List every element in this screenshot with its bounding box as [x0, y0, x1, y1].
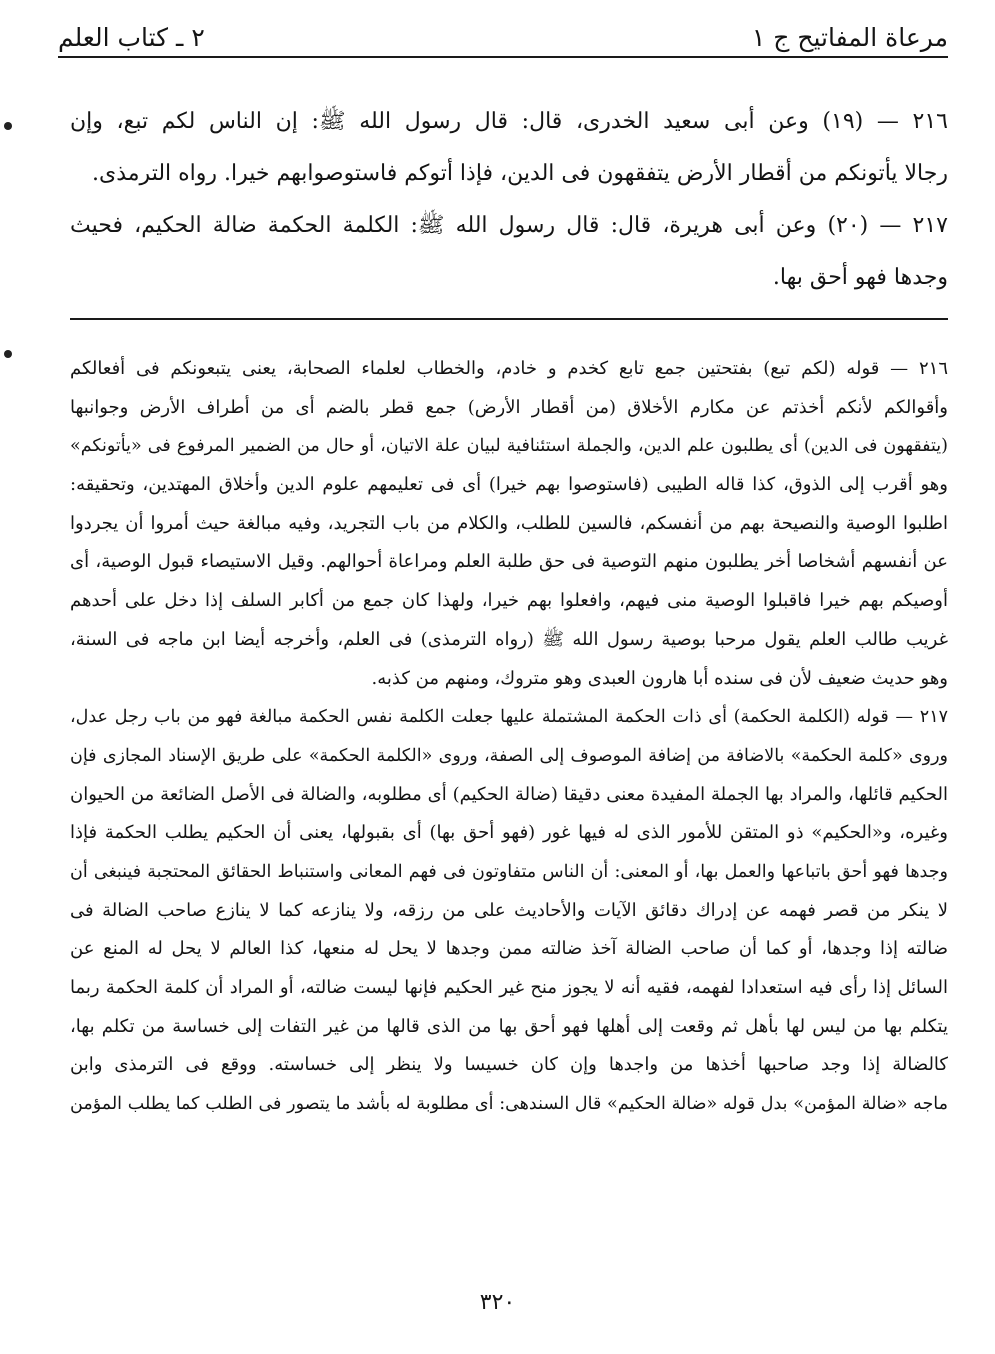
commentary-line: وأقوالكم لأنكم أخذتم عن مكارم الأخلاق (من أقطار الأرض) جمع قطر بالضم أى من أطراف الأرض وجوانبها — [70, 396, 948, 418]
section-divider — [70, 318, 948, 320]
commentary-line: الحكيم قائلها، والمراد بها الجملة المفيدة معنى دقيقا (ضالة الحكيم) أى مطلوبه، والضالة فى الأصل الضائعة من الحيوان — [70, 783, 948, 805]
commentary-line: ضالته إذا وجدها، أو كما أن صاحب الضالة آخذ ضالته ممن وجدها لا يحل له منعها، كذا العالم لا يحل له المنع عن — [70, 938, 948, 960]
margin-mark — [4, 122, 12, 130]
commentary-line: اطلبوا الوصية والنصيحة بهم من أنفسكم، فالسين للطلب، والكلام من باب التجريد، وفيه مبالغة حيث أمروا أن يجردوا — [70, 512, 948, 534]
commentary-line: ٢١٦ — قوله (لكم تبع) بفتحتين جمع تابع كخدم و خادم، والخطاب لعلماء الصحابة، يعنى يتبعونكم فى أفعالكم — [70, 358, 948, 379]
commentary-line: وهو أقرب إلى الذوق، كذا قاله الطيبى (فاستوصوا بهم خيرا) أى فى تعليمهم علوم الدين وأخلاق المهتدين، وتحقيقه: — [70, 474, 948, 496]
commentary-line: وهو حديث ضعيف لأن فى سنده أبا هارون العبدى وهو متروك، ومنهم من كذبه. — [371, 667, 948, 689]
commentary-line: (يتفقهون فى الدين) أى يطلبون علم الدين، والجملة استئنافية لبيان علة الاتيان، أو حال من الضمير المرفوع فى «يأتونكم» — [70, 436, 948, 457]
running-header — [58, 14, 948, 58]
hadith-text-block — [70, 96, 948, 304]
commentary-line: لا ينكر من قصر فهمه عن إدراك دقائق الآيات والأحاديث على من رزقه، ولا ينازعه كما لا ينازع صاحب الضالة فى — [70, 899, 948, 921]
margin-mark — [4, 350, 12, 358]
commentary-line: السائل إذا رأى فيه استعدادا لفهمه، فقيه أنه لا يجوز منح غير الحكيم فإنها ليست ضالته، أو المراد أن كلمة الحكمة ربما — [70, 977, 948, 998]
hadith-line: ٢١٧ — (٢٠) وعن أبى هريرة، قال: قال رسول الله ﷺ: الكلمة الحكمة ضالة الحكيم، فحيث — [70, 213, 948, 238]
commentary-line: ٢١٧ — قوله (الكلمة الحكمة) أى ذات الحكمة المشتملة عليها جعلت الكلمة نفس الحكمة مبالغة فهو من باب رجل عدل، — [70, 707, 948, 728]
commentary-line: يتكلم بها من ليس لها بأهل ثم وقعت إلى أهلها فهو أحق بها من الذى قالها من غير التفات إلى خساسة من تكلم بها، — [70, 1015, 948, 1037]
chapter-title: ٢ ـ كتاب العلم — [58, 23, 205, 52]
hadith-line: ٢١٦ — (١٩) وعن أبى سعيد الخدرى، قال: قال رسول الله ﷺ: إن الناس لكم تبع، وإن — [70, 109, 948, 134]
commentary-216 — [70, 350, 948, 698]
hadith-line: رجالا يأتونكم من أقطار الأرض يتفقهون فى الدين، فإذا أتوكم فاستوصوابهم خيرا. رواه الترمذى. — [92, 161, 948, 186]
commentary-line: وروى «كلمة الحكمة» بالاضافة من إضافة الموصوف إلى الصفة، وروى «الكلمة الحكمة» على طريق الإسناد المجازى فإن — [70, 745, 948, 766]
commentary-line: وجدها فهو أحق باتباعها والعمل بها، أو المعنى: أن الناس متفاوتون فى فهم المعانى واستنباط الحقائق المحتجبة فينبغى أن — [70, 861, 948, 882]
commentary-line: أوصيكم بهم خيرا فاقبلوا الوصية منى فيهم، وافعلوا بهم خيرا، ولهذا كان جمع من أكابر السلف إذا دخل على أحدهم — [70, 590, 948, 612]
commentary-217 — [70, 698, 948, 1124]
commentary-block — [70, 350, 948, 1124]
commentary-line: عن أنفسهم أشخاصا أخر يطلبون منهم التوصية فى حق طلبة العلم ومراعاة أحوالهم. وقيل الاستيصاء قبول الوصية، أى — [70, 551, 948, 573]
commentary-line: وغيره، و«الحكيم» ذو المتقن للأمور الذى له فيها غور (فهو أحق بها) أى بقبولها، يعنى أن الحكيم يطلب الحكمة فإذا — [70, 822, 948, 844]
commentary-line: غريب طالب العلم يقول مرحبا بوصية رسول الله ﷺ (رواه الترمذى) فى العلم، وأخرجه أيضا ابن ماجه فى السنة، — [70, 628, 948, 650]
commentary-line: كالضالة إذا وجد صاحبها أخذها من واجدها وإن كان خسيسا ولا ينظر إلى خساسته. ووقع فى الترمذى وابن — [70, 1054, 948, 1076]
hadith-216 — [70, 96, 948, 200]
commentary-line: ماجه «ضالة المؤمن» بدل قوله «ضالة الحكيم» قال السندهى: أى مطلوبة له بأشد ما يتصور فى الطلب كما يطلب المؤمن — [70, 1094, 948, 1115]
hadith-line: وجدها فهو أحق بها. — [772, 265, 948, 290]
hadith-217 — [70, 200, 948, 304]
book-title: مرعاة المفاتيح ج ١ — [751, 23, 948, 52]
page-number: ٣٢٠ — [479, 1290, 516, 1315]
